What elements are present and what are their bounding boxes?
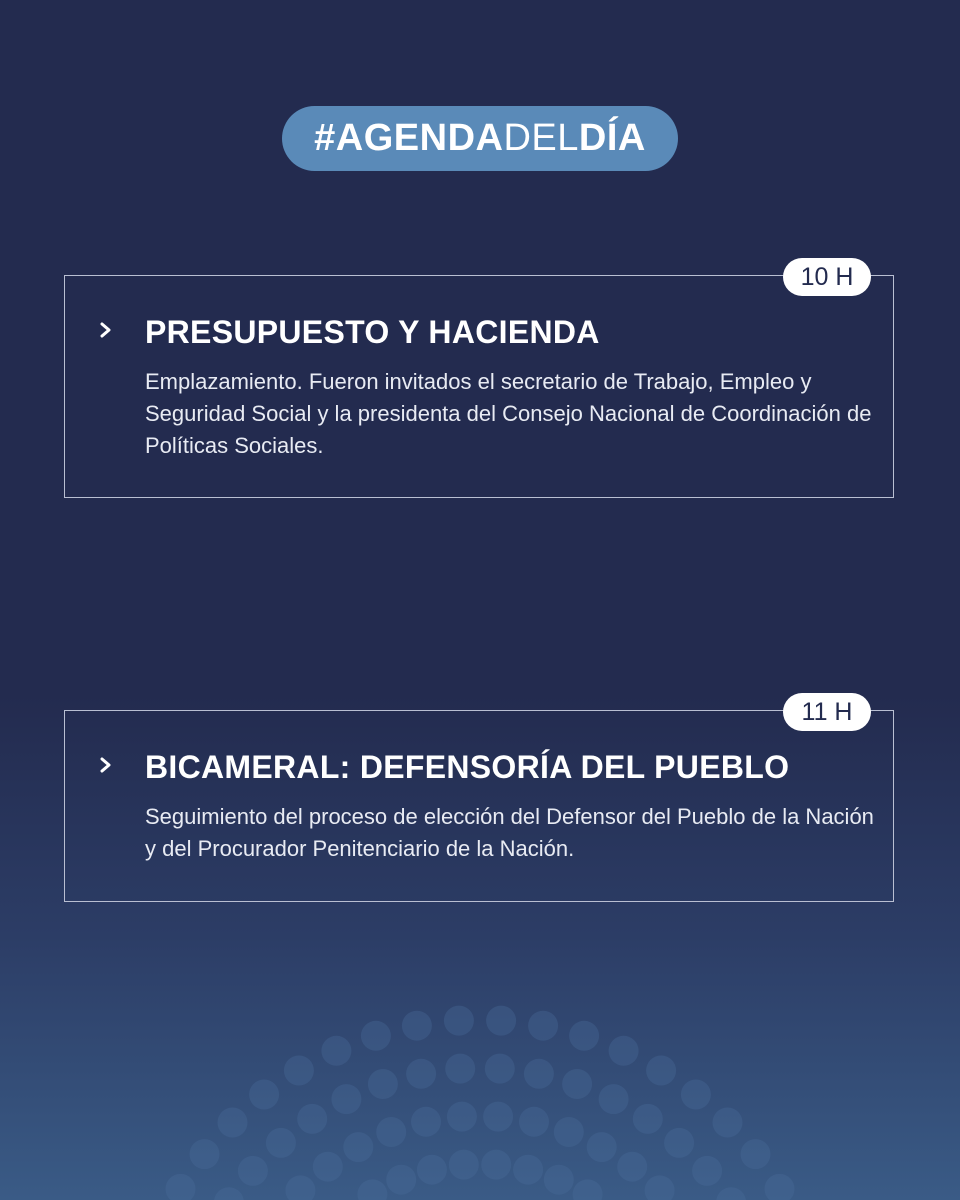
decor-dot <box>554 1117 584 1147</box>
decor-dot <box>713 1108 743 1138</box>
decor-dot <box>524 1059 554 1089</box>
decor-dot <box>313 1152 343 1182</box>
decor-dot <box>406 1059 436 1089</box>
decor-dot <box>664 1128 694 1158</box>
decor-dot <box>343 1132 373 1162</box>
decor-dot <box>645 1175 675 1200</box>
decor-dot <box>573 1179 603 1200</box>
decor-dot <box>361 1021 391 1051</box>
decor-dot <box>681 1080 711 1110</box>
event-title: BICAMERAL: DEFENSORÍA DEL PUEBLO <box>145 749 790 785</box>
decor-dot <box>297 1104 327 1134</box>
event-time-badge: 10 H <box>783 258 871 296</box>
decor-dot <box>633 1104 663 1134</box>
decor-dot <box>765 1174 795 1200</box>
decor-dot <box>402 1011 432 1041</box>
event-time-badge: 11 H <box>783 693 871 731</box>
event-card-1 <box>64 262 894 498</box>
decor-dot <box>321 1036 351 1066</box>
decor-dot <box>449 1150 479 1180</box>
chevron-right-icon <box>99 320 113 340</box>
decor-dot <box>692 1156 722 1186</box>
decor-dot <box>486 1006 516 1036</box>
decor-dot <box>285 1175 315 1200</box>
decor-dot <box>741 1139 771 1169</box>
decor-dot <box>190 1139 220 1169</box>
decor-dot <box>485 1054 515 1084</box>
decor-dot <box>444 1006 474 1036</box>
decor-dot <box>483 1102 513 1132</box>
decor-dot <box>617 1152 647 1182</box>
decor-dot <box>386 1165 416 1195</box>
decor-dot <box>528 1011 558 1041</box>
decor-dot <box>646 1056 676 1086</box>
header-hash: # <box>314 117 336 159</box>
header-agenda: AGENDA <box>335 117 504 159</box>
event-title: PRESUPUESTO Y HACIENDA <box>145 314 600 350</box>
event-description: Seguimiento del proceso de elección del Defensor del Pueblo de la Nación y del Procurador Penitenciario de la Nación. <box>145 804 874 861</box>
chevron-right-icon <box>99 755 113 775</box>
decor-dot <box>284 1056 314 1086</box>
decor-dot <box>481 1150 511 1180</box>
decor-dot <box>609 1036 639 1066</box>
decor-dot <box>331 1084 361 1114</box>
decor-dot <box>562 1069 592 1099</box>
header-del: DEL <box>503 117 579 159</box>
decor-dot <box>214 1187 244 1200</box>
event-card-2 <box>64 697 894 902</box>
decor-dot <box>544 1165 574 1195</box>
decor-dot <box>445 1054 475 1084</box>
decor-dot <box>447 1102 477 1132</box>
event-description: Emplazamiento. Fueron invitados el secretario de Trabajo, Empleo y Seguridad Social y la presidenta del Consejo Nacional de Coordinación de Políticas Sociales. <box>145 369 872 458</box>
decor-dot <box>513 1155 543 1185</box>
decor-dot <box>218 1108 248 1138</box>
decor-dot <box>417 1155 447 1185</box>
header-dia: DÍA <box>578 117 646 159</box>
decor-dot <box>249 1080 279 1110</box>
decor-dot <box>411 1107 441 1137</box>
decor-dot <box>166 1174 196 1200</box>
decor-dot <box>569 1021 599 1051</box>
decor-dot <box>599 1084 629 1114</box>
decor-dot <box>238 1156 268 1186</box>
decor-dot <box>357 1179 387 1200</box>
agenda-header-badge <box>282 106 678 171</box>
decor-dot <box>519 1107 549 1137</box>
decor-dot <box>376 1117 406 1147</box>
decor-dot <box>368 1069 398 1099</box>
dot-pattern-decoration <box>0 990 960 1200</box>
decor-dot <box>587 1132 617 1162</box>
decor-dot <box>716 1187 746 1200</box>
decor-dot <box>266 1128 296 1158</box>
